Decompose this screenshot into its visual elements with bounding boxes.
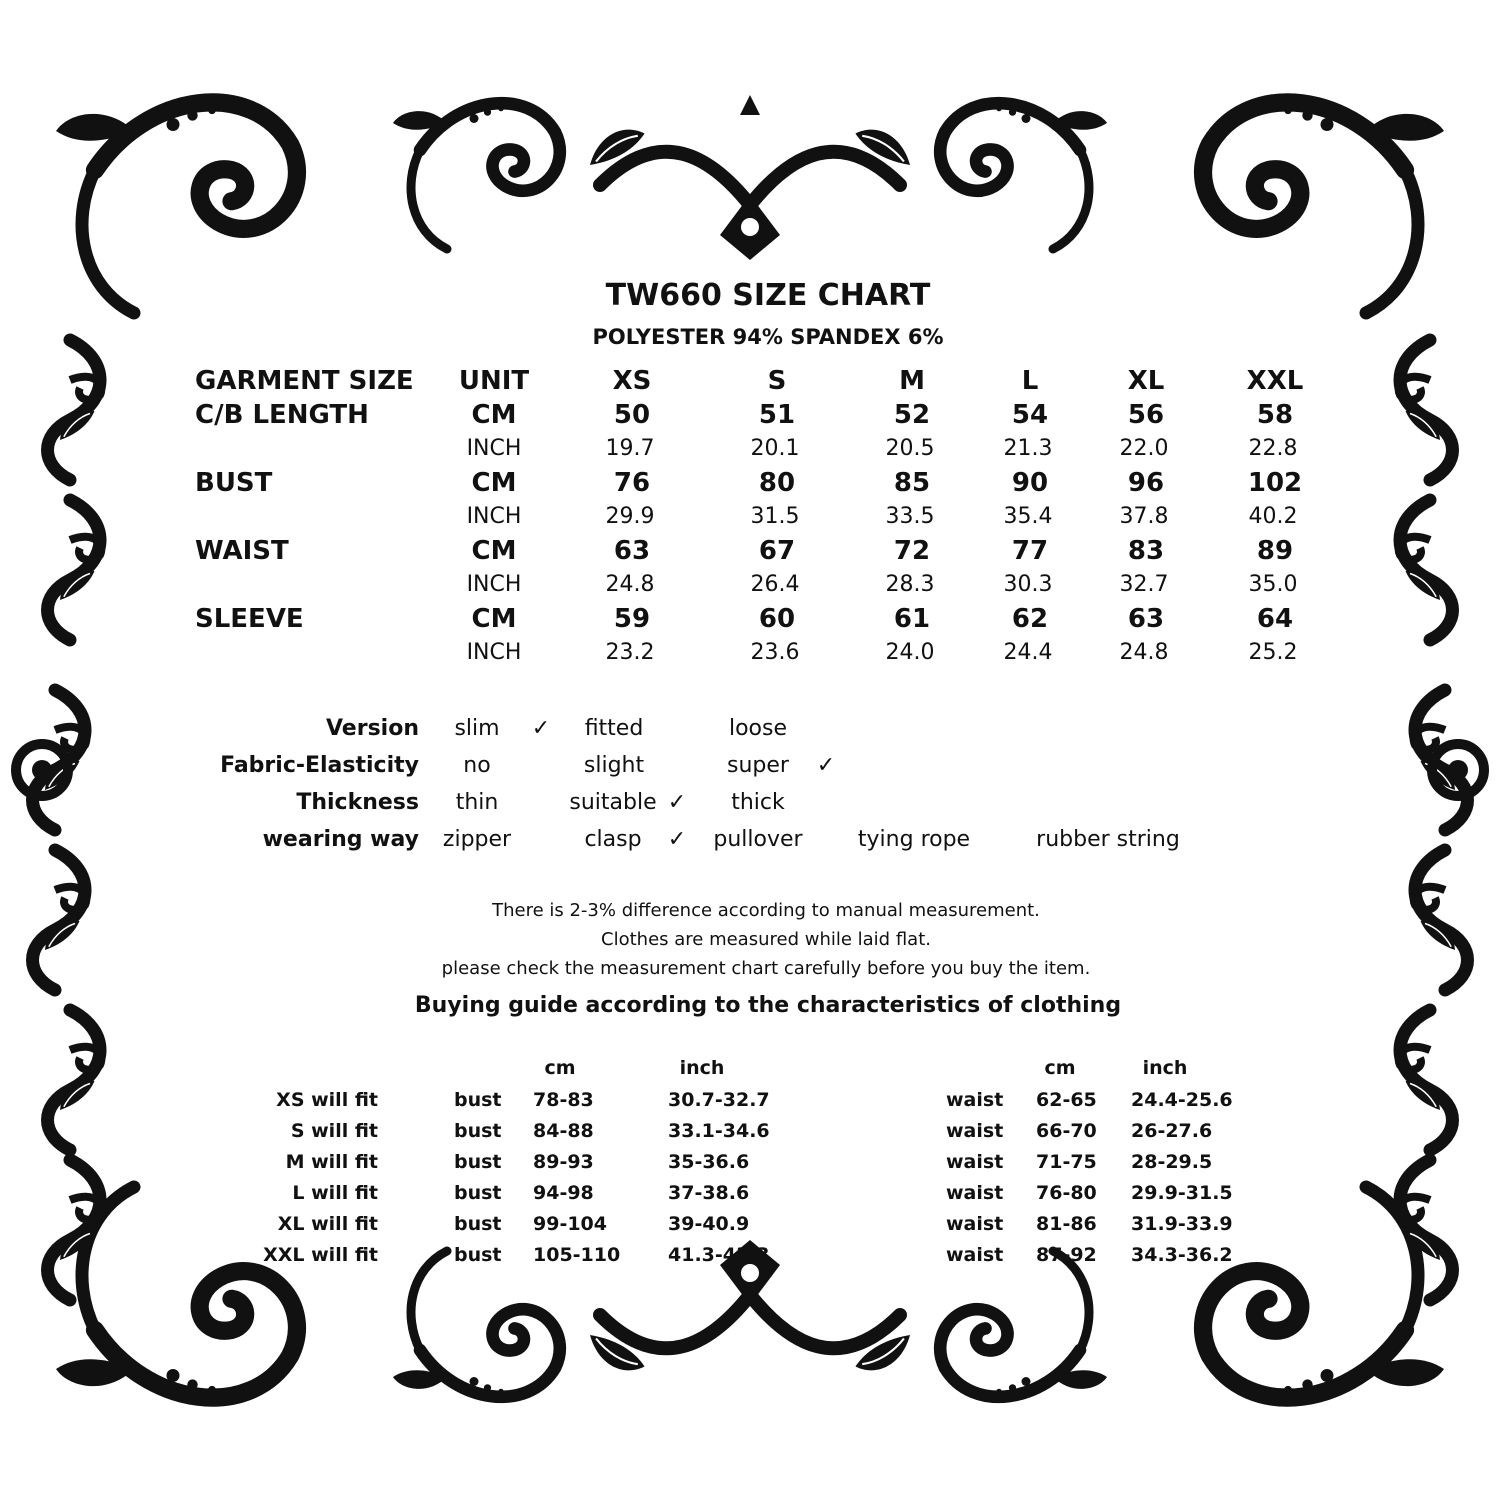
cm-value: 51 [758, 400, 796, 430]
inch-value: 24.4 [1003, 640, 1053, 665]
inch-value: 23.6 [750, 640, 800, 665]
inch-value: 37.8 [1119, 504, 1169, 529]
attr-option: fitted [584, 716, 644, 741]
guide-bust-label: bust [454, 1213, 502, 1235]
guide-waist-cm: 71-75 [1036, 1151, 1097, 1173]
guide-cm-header: cm [1044, 1057, 1076, 1079]
inch-value: 33.5 [885, 504, 935, 529]
cm-value: 72 [893, 536, 931, 566]
guide-waist-label: waist [946, 1213, 1004, 1235]
attr-option: super [727, 753, 789, 778]
note-text: There is 2-3% difference according to manual measurement. [492, 900, 1040, 921]
unit-cm: CM [471, 468, 517, 498]
cm-value: 83 [1127, 536, 1165, 566]
note-text: please check the measurement chart carefully before you buy the item. [441, 958, 1091, 979]
inch-value: 35.0 [1248, 572, 1298, 597]
guide-waist-cm: 87-92 [1036, 1244, 1097, 1266]
note-text: Clothes are measured while laid flat. [601, 929, 931, 950]
attr-label-version: Version [325, 716, 419, 741]
guide-bust-inch: 39-40.9 [668, 1213, 750, 1235]
guide-bust-label: bust [454, 1244, 502, 1266]
guide-waist-inch: 28-29.5 [1131, 1151, 1213, 1173]
attr-option: thin [455, 790, 499, 815]
guide-bust-label: bust [454, 1089, 502, 1111]
cm-value: 50 [613, 400, 651, 430]
inch-value: 20.5 [885, 436, 935, 461]
attr-option: tying rope [857, 827, 971, 852]
inch-value: 31.5 [750, 504, 800, 529]
size-header-xl: XL [1127, 366, 1165, 396]
inch-value: 24.0 [885, 640, 935, 665]
cm-value: 58 [1256, 400, 1294, 430]
guide-waist-cm: 66-70 [1036, 1120, 1097, 1142]
page-title: TW660 SIZE CHART [605, 278, 931, 313]
guide-inch-header: inch [679, 1057, 725, 1079]
measurement-label: BUST [195, 468, 273, 498]
cm-value: 52 [893, 400, 931, 430]
attr-option: clasp [584, 827, 642, 852]
cm-value: 61 [893, 604, 931, 634]
size-header-m: M [899, 366, 925, 396]
attr-label-fabric-elasticity: Fabric-Elasticity [220, 753, 419, 778]
guide-bust-label: bust [454, 1120, 502, 1142]
attr-option: no [463, 753, 491, 778]
check-mark-icon: ✓ [667, 790, 687, 815]
inch-value: 28.3 [885, 572, 935, 597]
unit-cm: CM [471, 400, 517, 430]
guide-inch-header: inch [1142, 1057, 1188, 1079]
check-mark-icon: ✓ [667, 827, 687, 852]
guide-waist-label: waist [946, 1244, 1004, 1266]
cm-value: 90 [1011, 468, 1049, 498]
guide-waist-inch: 26-27.6 [1131, 1120, 1213, 1142]
guide-waist-inch: 34.3-36.2 [1131, 1244, 1233, 1266]
attr-label-thickness: Thickness [296, 790, 419, 815]
inch-value: 25.2 [1248, 640, 1298, 665]
inch-value: 22.8 [1248, 436, 1298, 461]
unit-inch: INCH [466, 504, 522, 529]
guide-fit-label: L will fit [292, 1182, 378, 1204]
attr-option: slight [583, 753, 645, 778]
guide-waist-inch: 31.9-33.9 [1131, 1213, 1233, 1235]
guide-bust-inch: 30.7-32.7 [668, 1089, 770, 1111]
guide-bust-label: bust [454, 1182, 502, 1204]
measurement-label: SLEEVE [195, 604, 304, 634]
guide-bust-cm: 94-98 [533, 1182, 594, 1204]
guide-waist-cm: 76-80 [1036, 1182, 1097, 1204]
guide-fit-label: XS will fit [276, 1089, 378, 1111]
cm-value: 76 [613, 468, 651, 498]
inch-value: 35.4 [1003, 504, 1053, 529]
guide-bust-cm: 78-83 [533, 1089, 594, 1111]
inch-value: 30.3 [1003, 572, 1053, 597]
attr-option: thick [731, 790, 785, 815]
inch-value: 23.2 [605, 640, 655, 665]
size-header-xs: XS [612, 366, 652, 396]
cm-value: 67 [758, 536, 796, 566]
guide-fit-label: XL will fit [277, 1213, 378, 1235]
inch-value: 21.3 [1003, 436, 1053, 461]
measurement-label: C/B LENGTH [195, 400, 369, 430]
unit-inch: INCH [466, 640, 522, 665]
cm-value: 60 [758, 604, 796, 634]
guide-bust-inch: 41.3-43.3 [668, 1244, 770, 1266]
attr-option: rubber string [1036, 827, 1180, 852]
cm-value: 63 [1127, 604, 1165, 634]
check-mark-icon: ✓ [816, 753, 836, 778]
fabric-composition: POLYESTER 94% SPANDEX 6% [592, 325, 944, 349]
guide-fit-label: M will fit [285, 1151, 378, 1173]
size-header-s: S [767, 366, 787, 396]
inch-value: 32.7 [1119, 572, 1169, 597]
guide-bust-cm: 105-110 [533, 1244, 621, 1266]
unit-inch: INCH [466, 436, 522, 461]
guide-bust-cm: 99-104 [533, 1213, 607, 1235]
cm-value: 89 [1256, 536, 1294, 566]
attr-label-wearing-way: wearing way [262, 827, 419, 852]
attr-option: zipper [442, 827, 512, 852]
guide-bust-inch: 33.1-34.6 [668, 1120, 770, 1142]
size-header-xxl: XXL [1246, 366, 1304, 396]
inch-value: 19.7 [605, 436, 655, 461]
cm-value: 80 [758, 468, 796, 498]
attr-option: slim [454, 716, 500, 741]
cm-value: 96 [1127, 468, 1165, 498]
guide-waist-inch: 24.4-25.6 [1131, 1089, 1233, 1111]
cm-value: 85 [893, 468, 931, 498]
measurement-label: WAIST [195, 536, 289, 566]
inch-value: 20.1 [750, 436, 800, 461]
inch-value: 24.8 [605, 572, 655, 597]
cm-value: 77 [1011, 536, 1049, 566]
guide-bust-cm: 89-93 [533, 1151, 594, 1173]
guide-waist-cm: 81-86 [1036, 1213, 1097, 1235]
cm-value: 63 [613, 536, 651, 566]
unit-cm: CM [471, 536, 517, 566]
cm-value: 54 [1011, 400, 1049, 430]
guide-waist-label: waist [946, 1120, 1004, 1142]
unit-cm: CM [471, 604, 517, 634]
guide-waist-label: waist [946, 1151, 1004, 1173]
garment-size-header: GARMENT SIZE [195, 366, 414, 396]
unit-inch: INCH [466, 572, 522, 597]
size-header-l: L [1021, 366, 1039, 396]
unit-header: UNIT [458, 366, 530, 396]
check-mark-icon: ✓ [531, 716, 551, 741]
cm-value: 62 [1011, 604, 1049, 634]
guide-waist-cm: 62-65 [1036, 1089, 1097, 1111]
inch-value: 26.4 [750, 572, 800, 597]
guide-bust-label: bust [454, 1151, 502, 1173]
inch-value: 29.9 [605, 504, 655, 529]
cm-value: 59 [613, 604, 651, 634]
guide-bust-inch: 35-36.6 [668, 1151, 750, 1173]
guide-bust-cm: 84-88 [533, 1120, 594, 1142]
cm-value: 64 [1256, 604, 1294, 634]
cm-value: 56 [1127, 400, 1165, 430]
attr-option: loose [728, 716, 788, 741]
buying-guide-title: Buying guide according to the characteristics of clothing [414, 993, 1122, 1018]
guide-waist-inch: 29.9-31.5 [1131, 1182, 1233, 1204]
cm-value: 102 [1247, 468, 1303, 498]
inch-value: 40.2 [1248, 504, 1298, 529]
guide-cm-header: cm [544, 1057, 576, 1079]
inch-value: 24.8 [1119, 640, 1169, 665]
inch-value: 22.0 [1119, 436, 1169, 461]
guide-waist-label: waist [946, 1089, 1004, 1111]
attr-option: suitable [569, 790, 657, 815]
guide-waist-label: waist [946, 1182, 1004, 1204]
guide-fit-label: S will fit [290, 1120, 378, 1142]
attr-option: pullover [713, 827, 803, 852]
guide-bust-inch: 37-38.6 [668, 1182, 750, 1204]
guide-fit-label: XXL will fit [263, 1244, 378, 1266]
